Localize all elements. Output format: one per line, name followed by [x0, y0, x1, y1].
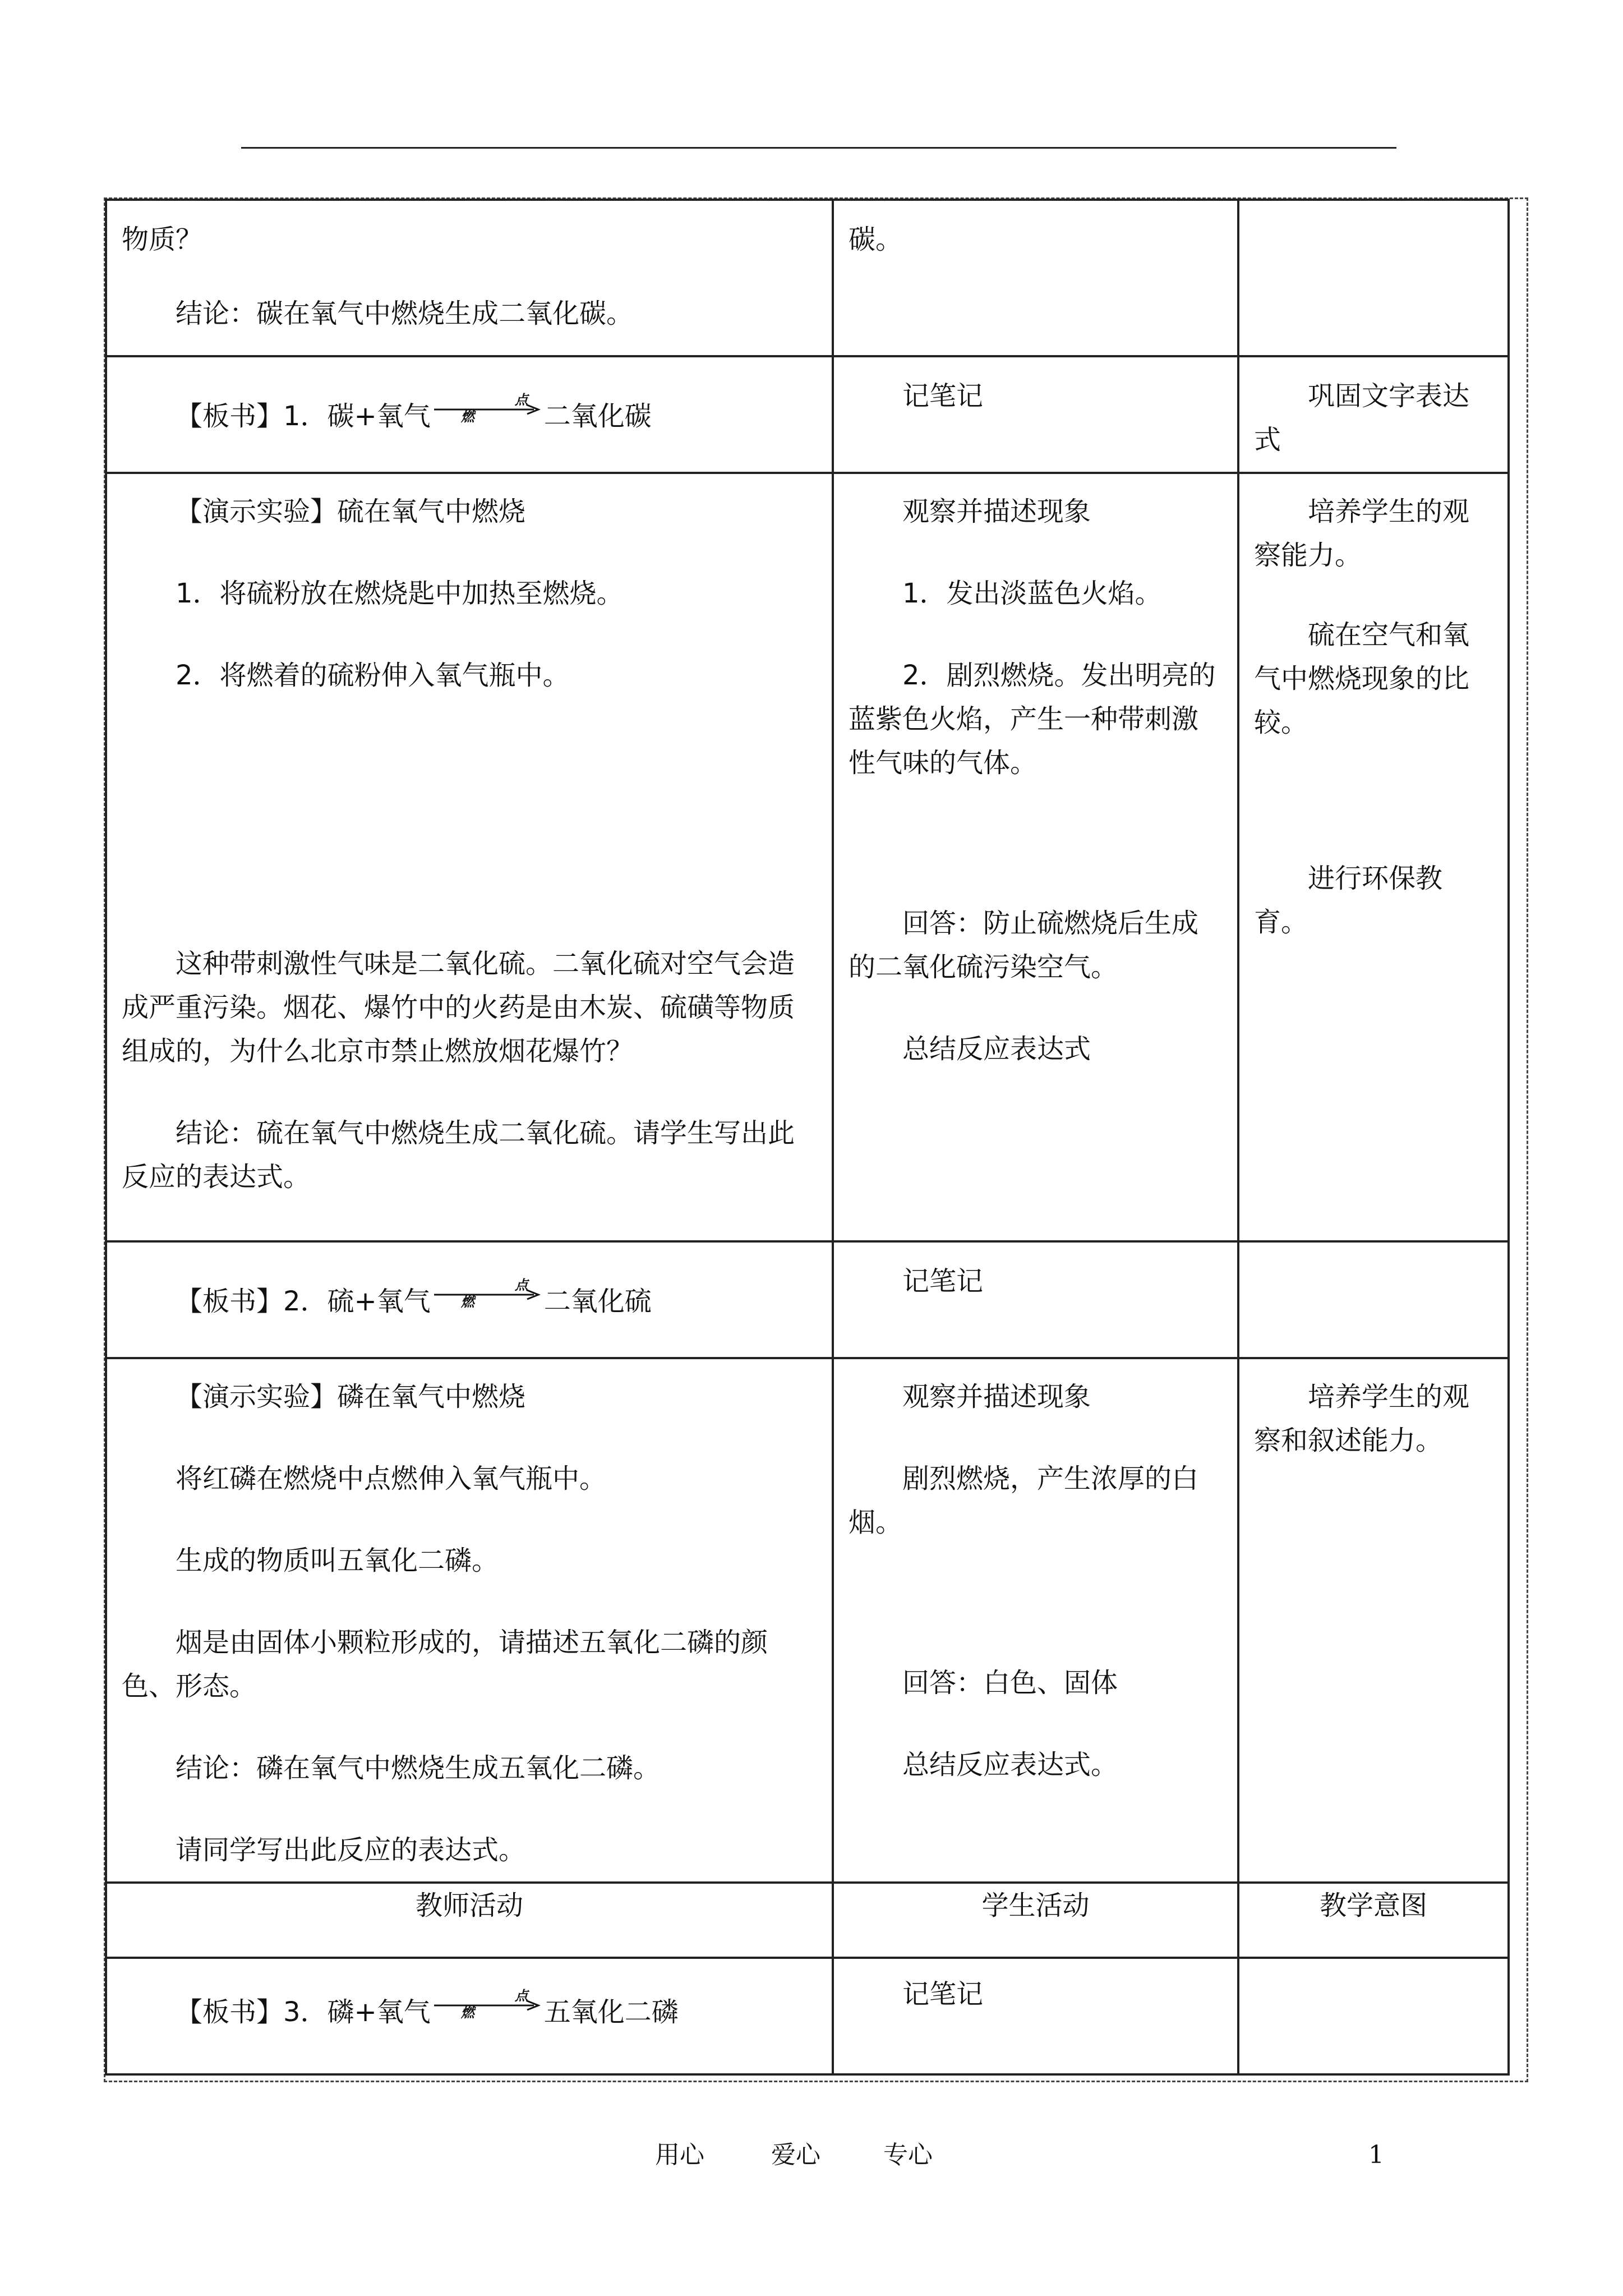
student-cell: [833, 1241, 1238, 1358]
teacher-text: 请同学写出此反应的表达式。: [176, 1834, 526, 1866]
student-text: 2．剧烈燃烧。发出明亮的蓝紫色火焰，产生一种带刺激性气味的气体。: [849, 660, 1216, 779]
lesson-table: [105, 199, 1510, 2076]
teacher-text: 2．将燃着的硫粉伸入氧气瓶中。: [176, 660, 570, 691]
formula-left: 【板书】3．磷+氧气: [176, 1996, 431, 2028]
footer-motto-3: 专心: [883, 2141, 933, 2169]
student-cell: [833, 473, 1238, 1241]
teacher-cell: [106, 1958, 833, 2074]
table-row: [106, 200, 1509, 356]
board-formula: [122, 1277, 817, 1323]
table-row: [106, 1958, 1509, 2074]
footer-motto-2: 爱心: [771, 2141, 820, 2169]
header-rule: [241, 147, 1396, 149]
teacher-cell: [106, 1241, 833, 1358]
intent-text: 培养学生的观察能力。: [1254, 496, 1470, 571]
student-text: 总结反应表达式: [902, 1033, 1091, 1065]
teacher-cell: [106, 356, 833, 473]
student-text: 记笔记: [902, 1266, 984, 1297]
footer-motto-1: 用心: [655, 2141, 704, 2169]
student-text: 观察并描述现象: [902, 496, 1091, 527]
student-text: 剧烈燃烧，产生浓厚的白烟。: [849, 1463, 1199, 1538]
formula-left: 【板书】2．硫+氧气: [176, 1286, 431, 1317]
teacher-cell: [106, 1358, 833, 1883]
arrow-icon: [434, 1289, 541, 1300]
student-text: 1．发出淡蓝色火焰。: [902, 578, 1162, 609]
teacher-text: 1．将硫粉放在燃烧匙中加热至燃烧。: [176, 578, 624, 609]
reaction-arrow: [434, 1277, 541, 1314]
formula-right: 二氧化碳: [543, 401, 652, 432]
arrow-condition: 点燃: [460, 392, 528, 425]
student-text: 总结反应表达式。: [902, 1749, 1118, 1780]
table-row: [106, 356, 1509, 473]
student-cell: [833, 200, 1238, 356]
student-text: 碳。: [849, 224, 903, 255]
intent-cell: [1238, 1241, 1509, 1358]
table-row: [106, 473, 1509, 1241]
teacher-text: 结论：磷在氧气中燃烧生成五氧化二磷。: [176, 1752, 661, 1784]
intent-text: 培养学生的观察和叙述能力。: [1254, 1381, 1470, 1456]
student-cell: [833, 356, 1238, 473]
teacher-text: 结论：硫在氧气中燃烧生成二氧化硫。请学生写出此反应的表达式。: [122, 1117, 795, 1193]
formula-left: 【板书】1．碳+氧气: [176, 401, 431, 432]
teacher-text: 物质？: [122, 224, 203, 255]
student-text: 回答：防止硫燃烧后生成的二氧化硫污染空气。: [849, 908, 1199, 983]
teacher-text: 【演示实验】硫在氧气中燃烧: [176, 496, 526, 527]
teacher-text: 将红磷在燃烧中点燃伸入氧气瓶中。: [176, 1463, 607, 1494]
intent-cell: [1238, 356, 1509, 473]
col-header-teacher: 教师活动: [106, 1883, 833, 1958]
table-header-row: [106, 1883, 1509, 1958]
board-formula: [122, 394, 817, 438]
teacher-text: 【演示实验】磷在氧气中燃烧: [176, 1381, 526, 1412]
intent-cell: [1238, 473, 1509, 1241]
teacher-text: 这种带刺激性气味是二氧化硫。二氧化硫对空气会造成严重污染。烟花、爆竹中的火药是由木炭、硫磺等物质组成的，为什么北京市禁止燃放烟花爆竹？: [122, 948, 795, 1067]
student-text: 记笔记: [902, 380, 984, 412]
intent-text: 巩固文字表达式: [1254, 380, 1470, 455]
col-header-intent: 教学意图: [1238, 1883, 1509, 1958]
student-cell: [833, 1958, 1238, 2074]
teacher-text: 烟是由固体小颗粒形成的，请描述五氧化二磷的颜色、形态。: [122, 1627, 768, 1702]
teacher-cell: [106, 473, 833, 1241]
intent-text: 进行环保教育。: [1254, 863, 1443, 938]
intent-cell: [1238, 200, 1509, 356]
teacher-cell: [106, 200, 833, 356]
student-text: 回答：白色、固体: [902, 1667, 1118, 1699]
page-number: 1: [1368, 2141, 1384, 2169]
arrow-icon: [434, 2000, 541, 2011]
student-cell: [833, 1358, 1238, 1883]
student-text: 观察并描述现象: [902, 1381, 1091, 1412]
reaction-arrow: [434, 1988, 541, 2024]
formula-right: 二氧化硫: [543, 1286, 652, 1317]
board-formula: [122, 1990, 817, 2034]
arrow-icon: [434, 404, 541, 415]
reaction-arrow: [434, 392, 541, 429]
arrow-condition: 点燃: [460, 1988, 528, 2021]
formula-right: 五氧化二磷: [543, 1996, 679, 2028]
teacher-text: 生成的物质叫五氧化二磷。: [176, 1545, 499, 1576]
student-text: 记笔记: [902, 1978, 984, 2010]
intent-text: 硫在空气和氧气中燃烧现象的比较。: [1254, 619, 1470, 738]
teacher-text: 结论：碳在氧气中燃烧生成二氧化碳。: [176, 298, 634, 329]
intent-cell: [1238, 1358, 1509, 1883]
col-header-student: 学生活动: [833, 1883, 1238, 1958]
arrow-condition: 点燃: [460, 1277, 528, 1310]
table-row: [106, 1241, 1509, 1358]
table-row: [106, 1358, 1509, 1883]
intent-cell: [1238, 1958, 1509, 2074]
